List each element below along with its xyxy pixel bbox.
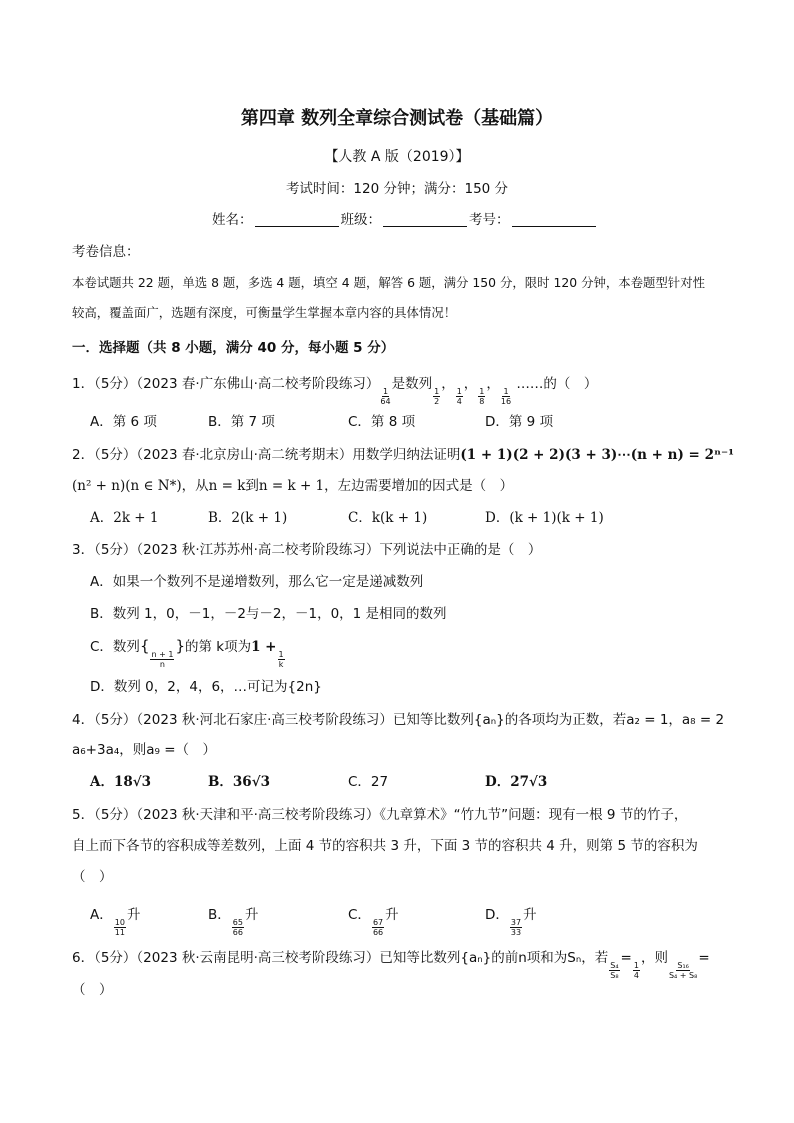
q1-option-a[interactable]: A．第 6 项 xyxy=(90,414,157,430)
q1-seq-2: $\frac{1}{4}$ xyxy=(456,387,462,406)
notice-line-1: 本卷试题共 22 题，单选 8 题，多选 4 题，填空 4 题，解答 6 题，满分 150 分，限时 120 分钟，本卷题型针对性 xyxy=(72,275,705,290)
q3-option-b[interactable]: B．数列 1，0，－1，－2与－2，－1，0，1 是相同的数列 xyxy=(90,606,447,622)
q2-prefix: 2．（5分）（2023 春·北京房山·高二统考期末）用数学归纳法证明 xyxy=(72,447,461,463)
question-6-line-2: （ ） xyxy=(72,982,113,998)
q1-tail: ……的（ ） xyxy=(516,376,598,392)
q3-option-d[interactable]: D．数列 0，2，4，6，…可记为{2n} xyxy=(90,679,322,695)
q1-fraction: $\frac{1}{64}$ xyxy=(380,387,391,406)
q1-option-b[interactable]: B．第 7 项 xyxy=(208,414,275,430)
question-1: 1．（5分）（2023 春·广东佛山·高二校考阶段练习） $\frac{1}{64}$ 是数列 $\frac{1}{2}$ ， $\frac{1}{4}$ ， $\frac{1}{8}$ ， $\frac{1}{16}$ ……的（ ） xyxy=(72,376,598,406)
notice-heading: 考卷信息： xyxy=(72,244,140,260)
name-label: 姓名： xyxy=(212,212,253,228)
question-2 xyxy=(72,443,734,463)
exam-info: 考试时间：120 分钟；满分：150 分 xyxy=(285,181,509,197)
q6-fraction-3: $\frac{\text{S₁₆}}{\text{S₄ + S₈}}$ xyxy=(668,961,698,980)
q1-mid: 是数列 xyxy=(391,376,433,392)
question-3: 3．（5分）（2023 秋·江苏苏州·高二校考阶段练习）下列说法中正确的是（ ） xyxy=(72,542,542,558)
q1-option-c[interactable]: C．第 8 项 xyxy=(348,414,416,430)
q4-option-c[interactable]: C．27 xyxy=(348,774,389,790)
q1-seq-4: $\frac{1}{16}$ xyxy=(500,387,512,406)
q2-formula-nk: n = k xyxy=(208,478,246,494)
question-5-line-2: 自上而下各节的容积成等差数列，上面 4 节的容积共 3 升，下面 3 节的容积共 4 升，则第 5 节的容积为 xyxy=(72,838,698,854)
name-field[interactable] xyxy=(255,212,339,227)
page-title: 第四章 数列全章综合测试卷（基础篇） xyxy=(240,108,554,129)
q2-line2-formula: (n² + n)(n ∈ N*) xyxy=(72,478,182,494)
class-label: 班级： xyxy=(340,212,381,228)
q2-option-b[interactable]: B．2(k + 1) xyxy=(208,510,288,526)
question-4-line-2: a₆+3a₄，则a₉ =（ ） xyxy=(72,742,217,758)
question-6: 6．（5分）（2023 秋·云南昆明·高三校考阶段练习）已知等比数列{aₙ}的前n项和为Sₙ，若 $\frac{\text{S₄}}{\text{S₈}}$ = $\frac{1}{4}$ ，则 $\frac{\text{S₁₆}}{\text{S₄ + S₈}}$ = xyxy=(72,950,710,980)
q4-option-a[interactable]: A．18√3 xyxy=(90,774,152,790)
question-5: 5．（5分）（2023 秋·天津和平·高三校考阶段练习）《九章算术》“竹九节”问题：现有一根 9 节的竹子， xyxy=(72,807,688,823)
notice-line-2: 较高，覆盖面广，选题有深度，可衡量学生掌握本章内容的具体情况！ xyxy=(72,305,457,320)
q2-formula-nk1: n = k + 1 xyxy=(258,478,325,494)
q1-seq-1: $\frac{1}{2}$ xyxy=(434,387,440,406)
q3-c-fraction-k: $\frac{1}{k}$ xyxy=(278,650,284,669)
edition-label: 【人教 A 版（2019）】 xyxy=(324,149,470,165)
question-5-line-3: （ ） xyxy=(72,869,113,885)
q2-option-c[interactable]: C．k(k + 1) xyxy=(348,510,428,526)
q5-option-d[interactable]: D． $\frac{37}{33}$ 升 xyxy=(485,907,537,937)
q2-formula: (1 + 1)(2 + 2)(3 + 3)⋯(n + n) = 2ⁿ⁻¹ xyxy=(460,447,735,463)
class-field[interactable] xyxy=(383,212,467,227)
q4-option-d[interactable]: D．27√3 xyxy=(485,774,548,790)
q2-option-d[interactable]: D．(k + 1)(k + 1) xyxy=(485,510,604,526)
question-4: 4．（5分）（2023 秋·河北石家庄·高三校考阶段练习）已知等比数列{aₙ}的各项均为正数，若a₂ = 1，a₈ = 2 xyxy=(72,712,725,728)
q6-fraction-2: $\frac{1}{4}$ xyxy=(633,961,639,980)
section-heading: 一．选择题（共 8 小题，满分 40 分，每小题 5 分） xyxy=(72,340,395,356)
q3-option-a[interactable]: A．如果一个数列不是递增数列，那么它一定是递减数列 xyxy=(90,574,424,590)
q4-option-b[interactable]: B．36√3 xyxy=(208,774,270,790)
q1-prefix: 1．（5分）（2023 春·广东佛山·高二校考阶段练习） xyxy=(72,376,380,392)
q3-c-fraction: $\frac{n + 1}{n}$ xyxy=(151,650,174,669)
number-label: 考号： xyxy=(469,212,510,228)
q1-option-d[interactable]: D．第 9 项 xyxy=(485,414,554,430)
q5-option-c[interactable]: C． $\frac{67}{66}$ 升 xyxy=(348,907,399,937)
number-field[interactable] xyxy=(512,212,596,227)
question-2-line-2: (n² + n)(n ∈ N*)，从n = k到n = k + 1，左边需要增加的因式是（ ） xyxy=(72,478,514,494)
q2-option-a[interactable]: A．2k + 1 xyxy=(90,510,159,526)
q5-option-a[interactable]: A． $\frac{10}{11}$ 升 xyxy=(90,907,141,937)
student-info-row xyxy=(212,208,598,228)
q1-seq-3: $\frac{1}{8}$ xyxy=(479,387,485,406)
q6-fraction-1: $\frac{\text{S₄}}{\text{S₈}}$ xyxy=(610,961,619,980)
q3-option-c[interactable]: C．数列{ $\frac{n + 1}{n}$ }的第 k项为1 + $\frac{1}{k}$ xyxy=(90,637,284,669)
q5-option-b[interactable]: B． $\frac{65}{66}$ 升 xyxy=(208,907,259,937)
